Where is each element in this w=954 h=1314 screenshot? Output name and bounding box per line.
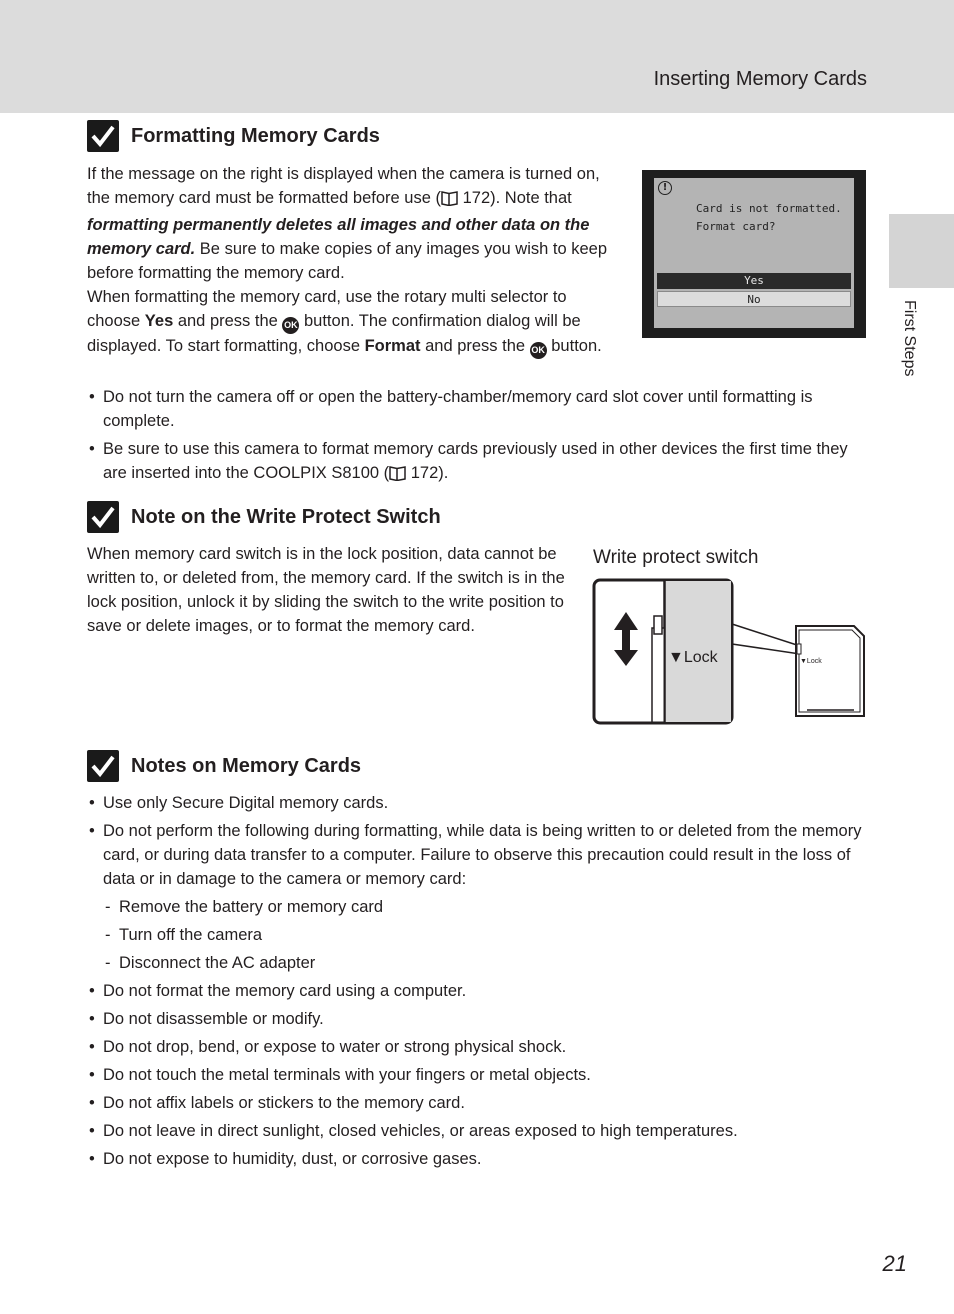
text-span: ).: [438, 464, 449, 482]
formatting-bullet-list: [87, 385, 867, 492]
screen-option-no: No: [657, 291, 851, 307]
screen-message: [696, 200, 842, 236]
lock-label: ▼Lock: [668, 649, 718, 666]
list-item: • Do not drop, bend, or expose to water or strong physical shock.: [87, 1035, 867, 1059]
text-span: Be sure to use this camera to format memory cards previously used in other devices the first time they are inserted into the COOLPIX S8100 (: [103, 440, 848, 482]
notes-bullet-list: [87, 791, 867, 1175]
screen-message-line: Card is not formatted.: [696, 202, 842, 215]
book-reference-icon: [389, 464, 406, 488]
section-title: Formatting Memory Cards: [131, 125, 380, 147]
side-tab-label: First Steps: [901, 300, 918, 377]
text-span: and press the: [173, 312, 283, 330]
formatting-paragraph-2: [87, 285, 611, 359]
side-tab: [889, 214, 954, 288]
page-number: 21: [882, 1251, 907, 1276]
warning-icon: !: [658, 181, 672, 195]
sub-list-item: - Turn off the camera: [87, 923, 867, 947]
small-lock-label: ▼Lock: [800, 658, 822, 665]
write-protect-figure-label: Write protect switch: [593, 547, 759, 568]
page-ref: 172: [410, 464, 439, 482]
text-span: ). Note that: [490, 189, 572, 207]
list-item: • Do not turn the camera off or open the battery-chamber/memory card slot cover until formatting is complete.: [87, 385, 867, 433]
list-item: • Do not expose to humidity, dust, or corrosive gases.: [87, 1147, 867, 1171]
warning-bold-text: formatting permanently deletes all images and other data on the memory card.: [87, 216, 590, 258]
ok-button-icon: OK: [530, 342, 547, 359]
screen-message-line: Format card?: [696, 220, 776, 233]
header-band: [0, 0, 954, 113]
write-protect-switch-illustration: [592, 578, 868, 735]
write-protect-diagram: [592, 578, 868, 728]
section-title: Notes on Memory Cards: [131, 755, 362, 777]
text-span: button.: [546, 337, 602, 355]
screen-option-yes: Yes: [657, 273, 851, 289]
page-header-title: Inserting Memory Cards: [653, 68, 867, 90]
list-item: • Do not leave in direct sunlight, closed vehicles, or areas exposed to high temperatures.: [87, 1119, 867, 1143]
list-item: • Do not perform the following during formatting, while data is being written to or deleted from the memory card, or during data transfer to a computer. Failure to observe this precaution could result in the loss of data or in damage to the camera or memory card:: [87, 819, 867, 891]
text-span: When formatting the memory card, use the rotary multi selector to choose: [87, 288, 567, 330]
section-title: Note on the Write Protect Switch: [131, 506, 441, 528]
formatting-paragraph-1: [87, 162, 611, 285]
list-item: • Do not touch the metal terminals with your fingers or metal objects.: [87, 1063, 867, 1087]
write-protect-paragraph: When memory card switch is in the lock position, data cannot be written to, or deleted from, the memory card. If the switch is in the lock position, unlock it by sliding the switch to the write position to save or delete images, or to format the memory card.: [87, 545, 565, 635]
checkmark-icon: [87, 120, 119, 152]
checkmark-icon: [87, 501, 119, 533]
sub-list-item: - Remove the battery or memory card: [87, 895, 867, 919]
camera-screen-illustration: [642, 170, 866, 338]
format-keyword: Format: [364, 337, 421, 355]
screen-display: [654, 178, 854, 328]
sub-list-item: - Disconnect the AC adapter: [87, 951, 867, 975]
yes-keyword: Yes: [144, 312, 174, 330]
book-reference-icon: [441, 189, 458, 213]
text-span: button. The confirmation dialog will be displayed. To start formatting, choose: [87, 312, 581, 355]
text-span: and press the: [420, 337, 530, 355]
text-span: Be sure to make copies of any images you wish to keep before formatting the memory card.: [87, 240, 608, 282]
text-span: If the message on the right is displayed when the camera is turned on, the memory card must be formatted before use (: [87, 165, 600, 207]
list-item: • Do not disassemble or modify.: [87, 1007, 867, 1031]
ok-button-icon: OK: [282, 317, 299, 334]
checkmark-icon: [87, 750, 119, 782]
list-item: • Use only Secure Digital memory cards.: [87, 791, 867, 815]
page-ref: 172: [462, 189, 491, 207]
list-item: • Do not affix labels or stickers to the memory card.: [87, 1091, 867, 1115]
list-item: [87, 437, 867, 488]
list-item: • Do not format the memory card using a computer.: [87, 979, 867, 1003]
